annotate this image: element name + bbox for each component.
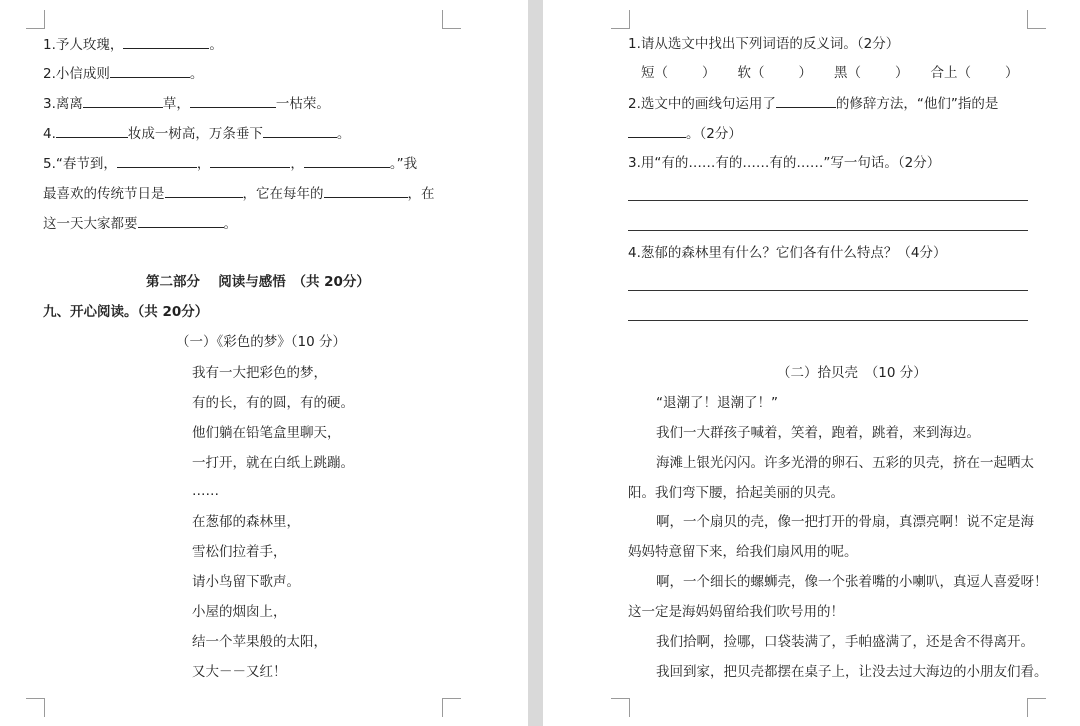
answer-blank[interactable] <box>117 154 197 168</box>
answer-blank[interactable] <box>165 184 243 198</box>
passage-line: 我们拾啊，捡哪，口袋装满了，手帕盛满了，还是舍不得离开。 <box>656 634 1034 650</box>
corner-mark <box>611 10 630 29</box>
question-3-text: 一枯荣。 <box>275 96 330 112</box>
question-3 <box>43 94 330 113</box>
answer-blank[interactable] <box>83 94 163 108</box>
question-1-text: 1.予人玫瑰， <box>43 37 124 53</box>
document-page-right <box>543 0 1080 726</box>
question-4-text: 。 <box>336 126 351 142</box>
antonym-row <box>641 64 1019 82</box>
question-5-line3 <box>43 214 237 233</box>
corner-mark <box>26 10 45 29</box>
antonym-word: 黑（ <box>834 65 861 81</box>
answer-blank[interactable] <box>263 124 337 138</box>
poem-line: 结一个苹果般的太阳， <box>192 634 327 650</box>
question-2-text: 2.小信成则 <box>43 66 110 82</box>
corner-mark <box>1027 10 1046 29</box>
question-r2-text: 。（2分） <box>686 126 742 142</box>
question-4 <box>43 124 350 143</box>
answer-blank[interactable] <box>138 214 224 228</box>
punct: 。 <box>189 66 204 82</box>
answer-blank[interactable] <box>776 94 836 108</box>
passage-line: 海滩上银光闪闪。许多光滑的卵石、五彩的贝壳，挤在一起晒太 <box>656 455 1034 471</box>
question-2 <box>43 64 203 83</box>
question-3-text: 草， <box>162 96 190 112</box>
punct: ） <box>1005 65 1019 81</box>
question-r3: 3.用“有的……有的……有的……”写一句话。（2分） <box>628 155 941 171</box>
question-5-line2 <box>43 184 435 203</box>
answer-blank[interactable] <box>210 154 290 168</box>
section-title: 第二部分 阅读与感悟 （共 20分） <box>146 274 370 290</box>
poem-line: 雪松们拉着手， <box>192 544 287 560</box>
passage-line: 阳。我们弯下腰，拾起美丽的贝壳。 <box>628 485 844 501</box>
punct: ） <box>798 65 812 81</box>
punct: 。 <box>209 37 223 53</box>
answer-line[interactable] <box>628 290 1028 291</box>
poem-ellipsis: …… <box>192 483 219 499</box>
question-5-text: 最喜欢的传统节日是 <box>43 186 165 202</box>
question-r4: 4.葱郁的森林里有什么？它们各有什么特点？（4分） <box>628 245 947 261</box>
question-r2-text: 的修辞方法，“他们”指的是 <box>835 96 999 112</box>
question-5-text: ，它在每年的 <box>242 186 324 202</box>
question-r2 <box>628 94 998 113</box>
answer-blank[interactable] <box>324 184 408 198</box>
poem-line: 在葱郁的森林里， <box>192 514 300 530</box>
punct: ， <box>290 156 304 172</box>
poem-line: 一打开，就在白纸上跳蹦。 <box>192 455 354 471</box>
corner-mark <box>611 698 630 717</box>
question-5 <box>43 154 417 173</box>
document-page-left <box>0 0 528 726</box>
corner-mark <box>26 698 45 717</box>
antonym-word: 短（ <box>641 65 668 81</box>
question-1 <box>43 35 223 54</box>
answer-blank[interactable] <box>628 124 686 138</box>
corner-mark <box>442 10 461 29</box>
poem-line: 有的长，有的圆，有的硬。 <box>192 395 354 411</box>
answer-blank[interactable] <box>123 35 209 49</box>
corner-mark <box>442 698 461 717</box>
passage-line: 啊，一个扇贝的壳，像一把打开的骨扇，真漂亮啊！说不定是海 <box>656 514 1034 530</box>
question-4-text: 妆成一树高，万条垂下 <box>127 126 263 142</box>
antonym-word: 合上（ <box>930 65 971 81</box>
punct: ） <box>895 65 909 81</box>
question-4-text: 4. <box>43 126 56 142</box>
passage-title: （二）拾贝壳 （10 分） <box>777 365 927 381</box>
poem-line: 请小鸟留下歌声。 <box>192 574 300 590</box>
passage-line: 我回到家，把贝壳都摆在桌子上，让没去过大海边的小朋友们看。 <box>656 664 1048 680</box>
answer-line[interactable] <box>628 230 1028 231</box>
section-nine-heading: 九、开心阅读。（共 20分） <box>43 304 209 320</box>
punct: ， <box>196 156 211 172</box>
question-5-text: 。”我 <box>389 156 418 172</box>
answer-line[interactable] <box>628 320 1028 321</box>
punct: ） <box>702 65 716 81</box>
answer-blank[interactable] <box>110 64 190 78</box>
answer-blank[interactable] <box>190 94 276 108</box>
question-r1: 1.请从选文中找出下列词语的反义词。（2分） <box>628 36 900 52</box>
antonym-word: 软（ <box>737 65 765 81</box>
question-5-text: ，在 <box>407 186 435 202</box>
passage-line: 妈妈特意留下来，给我们扇风用的呢。 <box>628 544 858 560</box>
poem-line: 小屋的烟囱上， <box>192 604 287 620</box>
poem-title: （一）《彩色的梦》（10 分） <box>176 334 346 350</box>
answer-blank[interactable] <box>56 124 128 138</box>
corner-mark <box>1027 698 1046 717</box>
answer-line[interactable] <box>628 200 1028 201</box>
answer-blank[interactable] <box>304 154 390 168</box>
question-5-text: 这一天大家都要 <box>43 216 138 232</box>
poem-line: 又大－－又红！ <box>192 664 287 680</box>
passage-line: “退潮了！退潮了！” <box>656 395 778 411</box>
question-r2-text: 2.选文中的画线句运用了 <box>628 96 776 112</box>
question-r2-line2 <box>628 124 742 143</box>
passage-line: 这一定是海妈妈留给我们吹号用的！ <box>628 604 844 620</box>
question-3-text: 3.离离 <box>43 96 83 112</box>
punct: 。 <box>223 216 237 232</box>
question-5-text: 5.“春节到， <box>43 156 117 172</box>
passage-line: 我们一大群孩子喊着，笑着，跑着，跳着，来到海边。 <box>656 425 980 441</box>
poem-line: 我有一大把彩色的梦， <box>192 365 327 381</box>
poem-line: 他们躺在铅笔盒里聊天， <box>192 425 341 441</box>
passage-line: 啊，一个细长的螺蛳壳，像一个张着嘴的小喇叭，真逗人喜爱呀！ <box>656 574 1048 590</box>
